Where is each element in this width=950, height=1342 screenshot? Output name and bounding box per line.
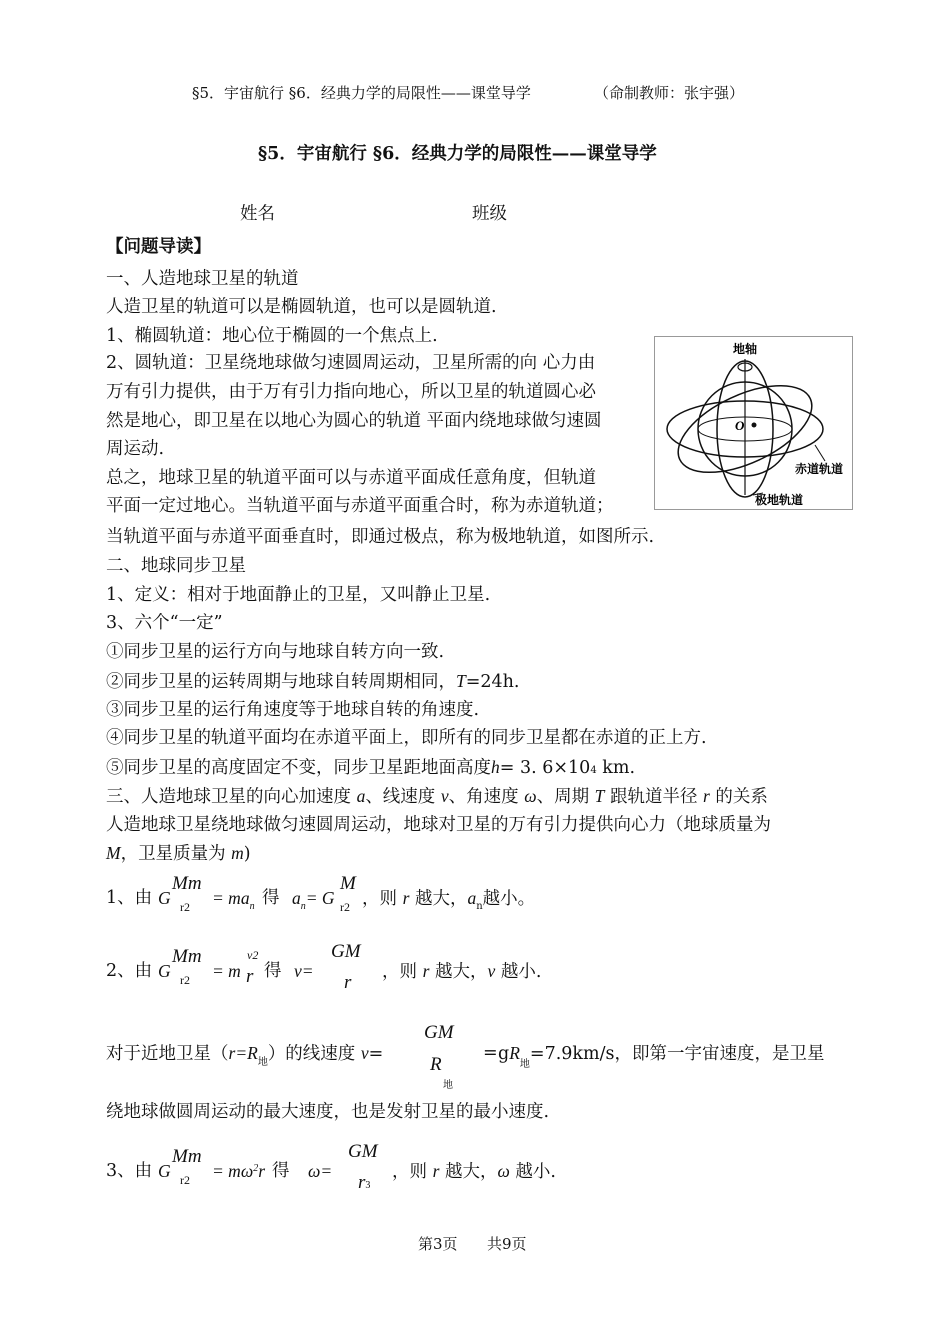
formula-3-sqrt-den: r3 bbox=[358, 1172, 371, 1193]
near-sqrt-num: GM bbox=[424, 1022, 454, 1043]
section-heading: 【问题导读】 bbox=[106, 237, 211, 257]
formula-1-an: $a_n= G$ bbox=[292, 888, 335, 912]
formula-1-prefix: 1、由 bbox=[106, 888, 153, 908]
formula-1-rhs: = $ma_n$ bbox=[212, 888, 255, 912]
part2-heading: 二、地球同步卫星 bbox=[106, 556, 246, 576]
part2-definition: 1、定义：相对于地面静止的卫星，又叫静止卫星. bbox=[106, 585, 491, 605]
formula-2-prefix: 2、由 bbox=[106, 961, 153, 981]
formula-2-de: 得 bbox=[264, 961, 282, 981]
formula-2-v2: v2 bbox=[247, 948, 259, 962]
near-earth-text: 对于近地卫星$(r=R_地)$的线速度 v= bbox=[106, 1043, 384, 1068]
formula-1-numerator: Mm bbox=[172, 873, 202, 894]
formula-2-v: v= bbox=[294, 961, 314, 981]
formula-3-G: G bbox=[158, 1161, 171, 1181]
part2-point3: ③同步卫星的运行角速度等于地球自转的角速度. bbox=[106, 700, 480, 720]
running-header: §5．宇宙航行 §6．经典力学的局限性——课堂导学 bbox=[192, 84, 531, 102]
page-number: 第3页 bbox=[418, 1235, 458, 1253]
axis-label: 地轴 bbox=[733, 342, 758, 356]
formula-1-tail: ，则 r 越大，$a_n$越小。 bbox=[362, 888, 536, 912]
part2-point2: ②同步卫星的运转周期与地球自转周期相同，T=24h. bbox=[106, 671, 520, 692]
page-title: §5．宇宙航行 §6．经典力学的局限性——课堂导学 bbox=[258, 144, 657, 164]
near-gR: $gR_地=7.9km/s$，即第一宇宙速度，是卫星 bbox=[498, 1043, 825, 1070]
near-eq2: = bbox=[483, 1043, 498, 1063]
part1-heading: 一、人造地球卫星的轨道 bbox=[106, 269, 299, 289]
part3-heading: 三、人造地球卫星的向心加速度 a、线速度 v、角速度 ω、周期 T 跟轨道半径 r 的关系 bbox=[106, 786, 768, 807]
near-sqrt-den-sub: 地 bbox=[443, 1080, 453, 1091]
page-total: 共9页 bbox=[487, 1235, 527, 1253]
formula-2-tail: ，则 r 越大，v 越小. bbox=[382, 961, 542, 982]
equator-orbit-label: 赤道轨道 bbox=[795, 462, 844, 476]
part1-summary-l1: 总之，地球卫星的轨道平面可以与赤道平面成任意角度，但轨道 bbox=[106, 468, 596, 488]
formula-3-tail: ，则 r 越大，ω 越小. bbox=[392, 1161, 556, 1182]
teacher-credit: （命制教师：张宇强） bbox=[594, 84, 745, 102]
part1-item2-l4: 周运动. bbox=[106, 439, 165, 459]
center-label: O bbox=[735, 418, 745, 433]
center-dot bbox=[752, 423, 757, 428]
part3-intro-l2: M，卫星质量为 m) bbox=[106, 843, 251, 864]
part3-intro-l1: 人造地球卫星绕地球做匀速圆周运动，地球对卫星的万有引力提供向心力（地球质量为 bbox=[106, 815, 771, 835]
formula-1-G: G bbox=[158, 888, 171, 908]
part1-item1: 1、椭圆轨道：地心位于椭圆的一个焦点上. bbox=[106, 326, 438, 346]
part2-point5: ⑤同步卫星的高度固定不变，同步卫星距地面高度h= 3. 6×104 km. bbox=[106, 757, 636, 778]
equator-leader bbox=[815, 445, 825, 461]
part1-item2-l2: 万有引力提供，由于万有引力指向地心，所以卫星的轨道圆心必 bbox=[106, 382, 596, 402]
part1-line1: 人造卫星的轨道可以是椭圆轨道，也可以是圆轨道. bbox=[106, 297, 497, 317]
formula-2-G: G bbox=[158, 961, 171, 981]
formula-2-sqrt-den: r bbox=[344, 972, 352, 993]
formula-3-sqrt-num: GM bbox=[348, 1141, 378, 1162]
formula-2-numerator: Mm bbox=[172, 946, 202, 967]
formula-3-numerator: Mm bbox=[172, 1146, 202, 1167]
formula-1-numerator-2: M bbox=[340, 873, 356, 894]
formula-1-de: 得 bbox=[262, 888, 280, 908]
formula-3-de: 得 bbox=[272, 1161, 290, 1181]
near-earth-l2: 绕地球做圆周运动的最大速度，也是发射卫星的最小速度. bbox=[106, 1102, 550, 1122]
part2-six-points: 3、六个“一定” bbox=[106, 613, 223, 633]
part1-item2-l3: 然是地心，即卫星在以地心为圆心的轨道 平面内绕地球做匀速圆 bbox=[106, 411, 602, 431]
part1-item2-l1: 2、圆轨道：卫星绕地球做匀速圆周运动，卫星所需的向 心力由 bbox=[106, 353, 596, 373]
formula-1-denominator: r2 bbox=[180, 900, 190, 914]
orbit-diagram bbox=[655, 337, 852, 509]
formula-3-w: ω= bbox=[308, 1161, 333, 1181]
formula-3-rhs: = $m\omega^2r$ bbox=[212, 1161, 265, 1181]
formula-3-denominator: r2 bbox=[180, 1173, 190, 1187]
formula-2-sqrt-num: GM bbox=[331, 941, 361, 962]
formula-3-prefix: 3、由 bbox=[106, 1161, 153, 1181]
part2-point1: ①同步卫星的运行方向与地球自转方向一致. bbox=[106, 642, 445, 662]
formula-2-eq: = m bbox=[212, 961, 241, 981]
orbit-figure bbox=[654, 336, 853, 510]
formula-2-r: r bbox=[246, 966, 254, 987]
part2-point4: ④同步卫星的轨道平面均在赤道平面上，即所有的同步卫星都在赤道的正上方. bbox=[106, 728, 707, 748]
part1-summary-l2: 平面一定过地心。当轨道平面与赤道平面重合时，称为赤道轨道； bbox=[106, 496, 614, 516]
part1-summary-l3: 当轨道平面与赤道平面垂直时，即通过极点，称为极地轨道，如图所示. bbox=[106, 527, 655, 547]
formula-2-denominator: r2 bbox=[180, 973, 190, 987]
name-label: 姓名 bbox=[240, 204, 275, 224]
class-label: 班级 bbox=[472, 204, 507, 224]
polar-orbit-label: 极地轨道 bbox=[755, 493, 804, 507]
near-sqrt-den: R bbox=[430, 1054, 442, 1075]
formula-1-denominator-2: r2 bbox=[340, 900, 350, 914]
